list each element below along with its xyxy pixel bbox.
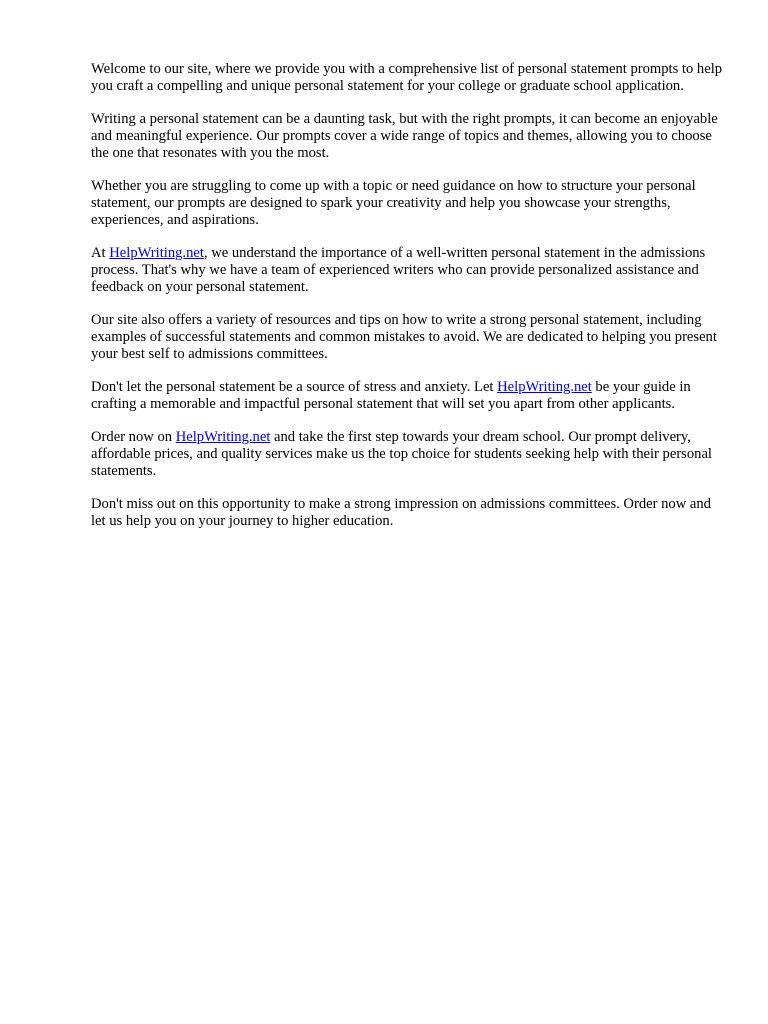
paragraph-closing: Don't miss out on this opportunity to make a strong impression on admissions committees. Order now and let us help you on your journey to higher education. — [91, 496, 711, 529]
paragraph-intro: Welcome to our site, where we provide you with a comprehensive list of personal statement prompts to help you craft a compelling and unique personal statement for your college or graduate school application. — [91, 61, 723, 94]
paragraph-text: and take the first step towards your dream school. Our prompt delivery, affordable prices, and quality services make us the top choice for students seeking help with their personal statements. — [91, 429, 712, 479]
paragraph-text: , we understand the importance of a well-written personal statement in the admissions process. That's why we have a team of experienced writers who can provide personalized assistance and feedback on your personal statement. — [91, 245, 706, 295]
paragraph-helpwriting-team — [91, 245, 727, 296]
helpwriting-link[interactable]: HelpWriting.net — [175, 429, 271, 445]
document-body — [91, 61, 727, 546]
paragraph-order-now — [91, 429, 727, 480]
paragraph-stress — [91, 379, 727, 413]
paragraph-daunting-task: Writing a personal statement can be a daunting task, but with the right prompts, it can become an enjoyable and meaningful experience. Our prompts cover a wide range of topics and themes, allowing you to choose the one that resonates with you the most. — [91, 111, 718, 161]
paragraph-text: be your guide in crafting a memorable and impactful personal statement that will set you apart from other applicants. — [91, 379, 691, 412]
paragraph-text: Order now on — [91, 429, 176, 445]
paragraph-resources: Our site also offers a variety of resources and tips on how to write a strong personal statement, including examples of successful statements and common mistakes to avoid. We are dedicated to helping you present your best self to admissions committees. — [91, 312, 717, 362]
helpwriting-link[interactable]: HelpWriting.net — [109, 245, 204, 261]
paragraph-struggling: Whether you are struggling to come up with a topic or need guidance on how to structure your personal statement, our prompts are designed to spark your creativity and help you showcase your strengths, experiences, and aspirations. — [91, 178, 696, 228]
paragraph-text: Don't let the personal statement be a source of stress and anxiety. Let — [91, 379, 498, 395]
paragraph-text: At — [91, 245, 110, 261]
helpwriting-link[interactable]: HelpWriting.net — [497, 379, 592, 395]
